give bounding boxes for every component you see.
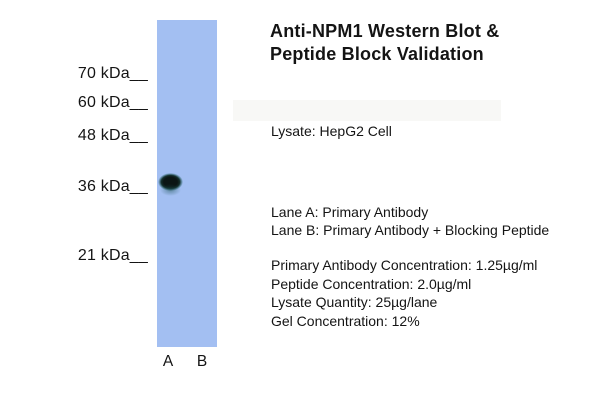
lane-descriptions xyxy=(271,203,549,239)
faint-highlight-box xyxy=(233,100,501,121)
mw-marker-21kda: 21 kDa__ xyxy=(77,247,148,264)
lysate-text: Lysate: HepG2 Cell xyxy=(271,123,392,139)
figure-title-line2: Peptide Block Validation xyxy=(270,44,484,64)
mw-marker-60kda: 60 kDa__ xyxy=(77,94,148,111)
experiment-details xyxy=(271,256,537,330)
lane-label-b: B xyxy=(196,353,208,370)
lane-a-description: Lane A: Primary Antibody xyxy=(271,204,429,220)
mw-marker-48kda: 48 kDa__ xyxy=(77,127,148,144)
peptide-concentration-text: Peptide Concentration: 2.0µg/ml xyxy=(271,275,472,292)
lane-b-description: Lane B: Primary Antibody + Blocking Peptide xyxy=(271,222,550,238)
lysate-quantity-text: Lysate Quantity: 25µg/lane xyxy=(271,294,438,310)
figure-title xyxy=(270,20,499,66)
protein-band-36kda-lane-a xyxy=(158,173,183,191)
mw-marker-70kda: 70 kDa__ xyxy=(77,65,148,82)
lane-label-a: A xyxy=(162,353,174,370)
mw-marker-36kda: 36 kDa__ xyxy=(77,178,148,195)
blot-strip xyxy=(157,20,217,347)
figure-title-line1: Anti-NPM1 Western Blot & xyxy=(270,21,500,41)
gel-concentration-text: Gel Concentration: 12% xyxy=(271,312,420,329)
antibody-concentration-text: Primary Antibody Concentration: 1.25µg/ml xyxy=(271,257,538,273)
